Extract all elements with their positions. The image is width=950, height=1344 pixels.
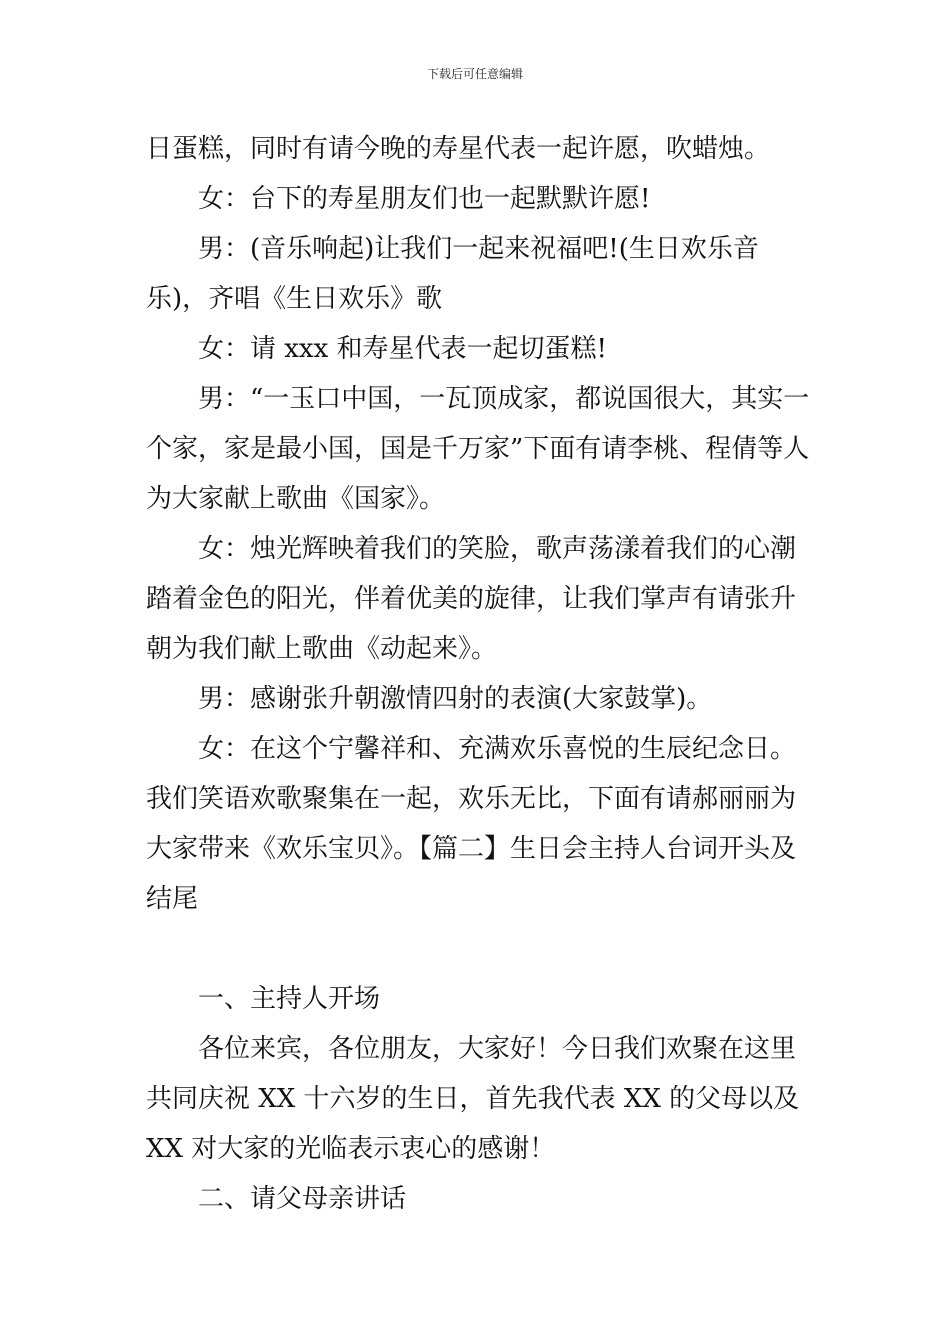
paragraph-female-candlelight: 女：烛光辉映着我们的笑脸，歌声荡漾着我们的心潮踏着金色的阳光，伴着优美的旋律，让我们掌声有请张升朝为我们献上歌曲《动起来》。 <box>146 534 797 664</box>
paragraph-female-celebration: 女：在这个宁馨祥和、充满欢乐喜悦的生辰纪念日。我们笑语欢歌聚集在一起，欢乐无比，下面有请郝丽丽为大家带来《欢乐宝贝》。【篇二】生日会主持人台词开头及结尾 <box>146 734 797 914</box>
paragraph-female-wish: 女：台下的寿星朋友们也一起默默许愿! <box>198 184 651 214</box>
paragraph-male-thanks: 男：感谢张升朝激情四射的表演(大家鼓掌)。 <box>198 684 713 714</box>
paragraph-male-music: 男：(音乐响起)让我们一起来祝福吧!(生日欢乐音乐)，齐唱《生日欢乐》歌 <box>146 234 759 314</box>
paragraph-male-guojia: 男：“一玉口中国，一瓦顶成家，都说国很大，其实一个家，家是最小国，国是千万家”下面有请李桃、程倩等人为大家献上歌曲《国家》。 <box>146 384 810 514</box>
paragraph-welcome: 各位来宾，各位朋友，大家好！今日我们欢聚在这里共同庆祝 XX 十六岁的生日，首先我代表 XX 的父母以及 XX 对大家的光临表示衷心的感谢！ <box>146 1034 800 1164</box>
page-header: 下载后可任意编辑 <box>426 67 523 81</box>
section-heading-host-opening: 一、主持人开场 <box>198 984 381 1014</box>
section-heading-parents-speech: 二、请父母亲讲话 <box>198 1184 407 1214</box>
document-body <box>146 124 811 1224</box>
paragraph-female-cut-cake: 女：请 xxx 和寿星代表一起切蛋糕! <box>198 334 607 364</box>
paragraph-cake-wish: 日蛋糕，同时有请今晚的寿星代表一起许愿，吹蜡烛。 <box>146 134 771 164</box>
paragraph-gap <box>146 924 811 974</box>
